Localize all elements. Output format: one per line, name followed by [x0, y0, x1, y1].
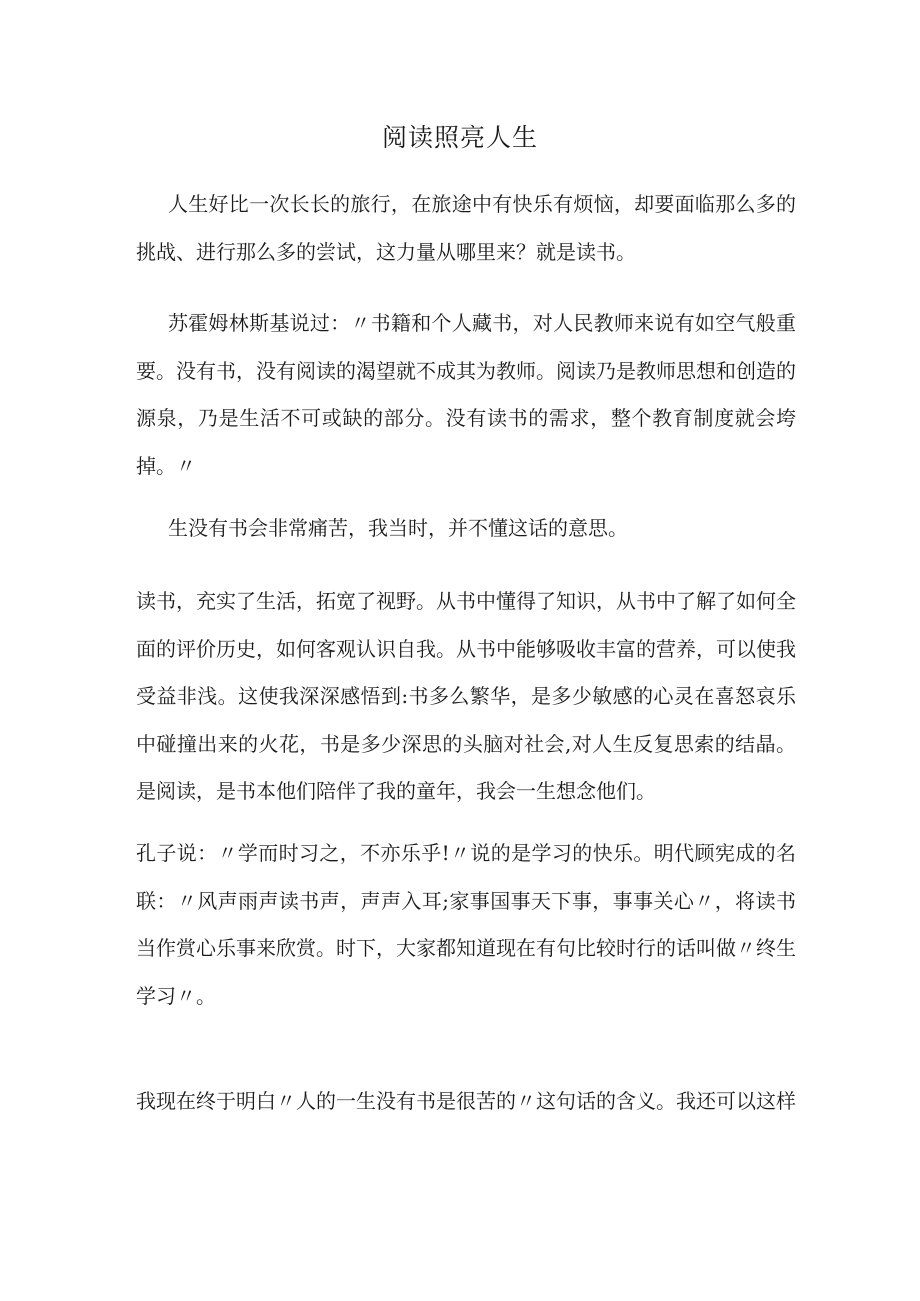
document-title: 阅读照亮人生: [381, 123, 538, 152]
paragraph-3: 生没有书会非常痛苦，我当时，并不懂这话的意思。: [168, 516, 628, 540]
paragraph-1: 人生好比一次长长的旅行，在旅途中有快乐有烦恼，却要面临那么多的挑战、进行那么多的尝试，这力量从哪里来？就是读书。: [136, 192, 796, 264]
paragraph-5: 孔子说：〃学而时习之，不亦乐乎!〃说的是学习的快乐。明代顾宪成的名联：〃风声雨声读书声，声声入耳;家事国事天下事，事事关心〃，将读书当作赏心乐事来欣赏。时下，大家都知道现在有句比较时行的话叫做〃终生学习〃。: [136, 841, 796, 1008]
paragraph-6: 我现在终于明白〃人的一生没有书是很苦的〃这句话的含义。我还可以这样: [136, 1089, 796, 1113]
paragraph-4: 读书，充实了生活，拓宽了视野。从书中懂得了知识，从书中了解了如何全面的评价历史，如何客观认识自我。从书中能够吸收丰富的营养，可以使我受益非浅。这使我深深感悟到:书多么繁华，是多少敏感的心灵在喜怒哀乐中碰撞出来的火花，书是多少深思的头脑对社会,对人生反复思索的结晶。是阅读，是书本他们陪伴了我的童年，我会一生想念他们。: [136, 589, 796, 803]
paragraph-2: 苏霍姆林斯基说过：〃书籍和个人藏书，对人民教师来说有如空气般重要。没有书，没有阅读的渴望就不成其为教师。阅读乃是教师思想和创造的源泉，乃是生活不可或缺的部分。没有读书的需求，整个教育制度就会垮掉。〃: [136, 311, 796, 478]
